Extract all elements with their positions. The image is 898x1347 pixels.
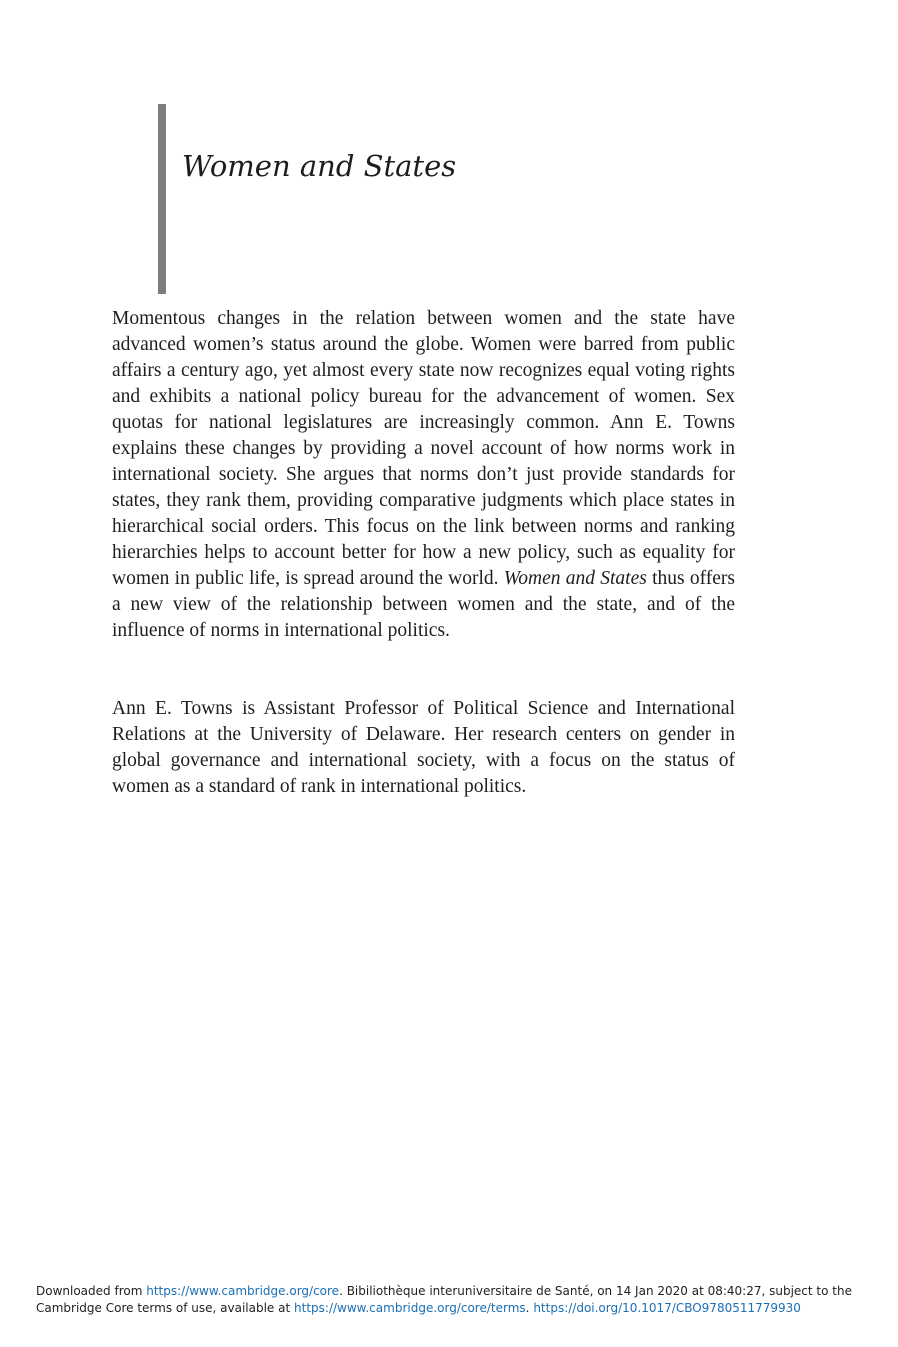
footer-downloaded-from: Downloaded from — [36, 1284, 143, 1298]
blurb-text-part2: thus offers a new view of the relationship between women and the state, and of the influence of norms in international politics. — [112, 568, 735, 641]
book-title: Women and States — [182, 149, 457, 183]
author-bio: Ann E. Towns is Assistant Professor of Political Science and International Relations at the University of Delaware. Her research centers on gender in global governance and international society, with a focus on the status of women as a standard of rank in international politics. — [112, 698, 735, 797]
footer-institution-text: . Bibiliothèque interuniversitaire de Santé, on 14 Jan 2020 at 08:40:27, subject to the — [339, 1284, 852, 1298]
doi-link[interactable]: https://doi.org/10.1017/CBO9780511779930 — [533, 1301, 801, 1315]
footer-terms-text: Cambridge Core terms of use, available at — [36, 1301, 291, 1315]
download-footer — [36, 1283, 886, 1317]
blurb-text-part1: Momentous changes in the relation between women and the state have advanced women’s status around the globe. Women were barred from public affairs a century ago, yet almost every state now recognizes equal voting rights and exhibits a national policy bureau for the advancement of women. Sex quotas for national legislatures are increasingly common. Ann E. Towns explains these changes by providing a novel account of how norms work in international society. She argues that norms don’t just provide standards for states, they rank them, providing comparative judgments which place states in hierarchical social orders. This focus on the link between norms and ranking hierarchies helps to account better for how a new policy, such as equality for women in public life, is spread around the world. — [112, 308, 735, 589]
book-blurb — [112, 306, 735, 644]
footer-separator: . — [525, 1301, 530, 1315]
cambridge-core-link[interactable]: https://www.cambridge.org/core — [146, 1284, 340, 1298]
blurb-italic-title: Women and States — [503, 568, 647, 589]
cambridge-terms-link[interactable]: https://www.cambridge.org/core/terms — [294, 1301, 526, 1315]
title-accent-bar — [158, 104, 166, 294]
